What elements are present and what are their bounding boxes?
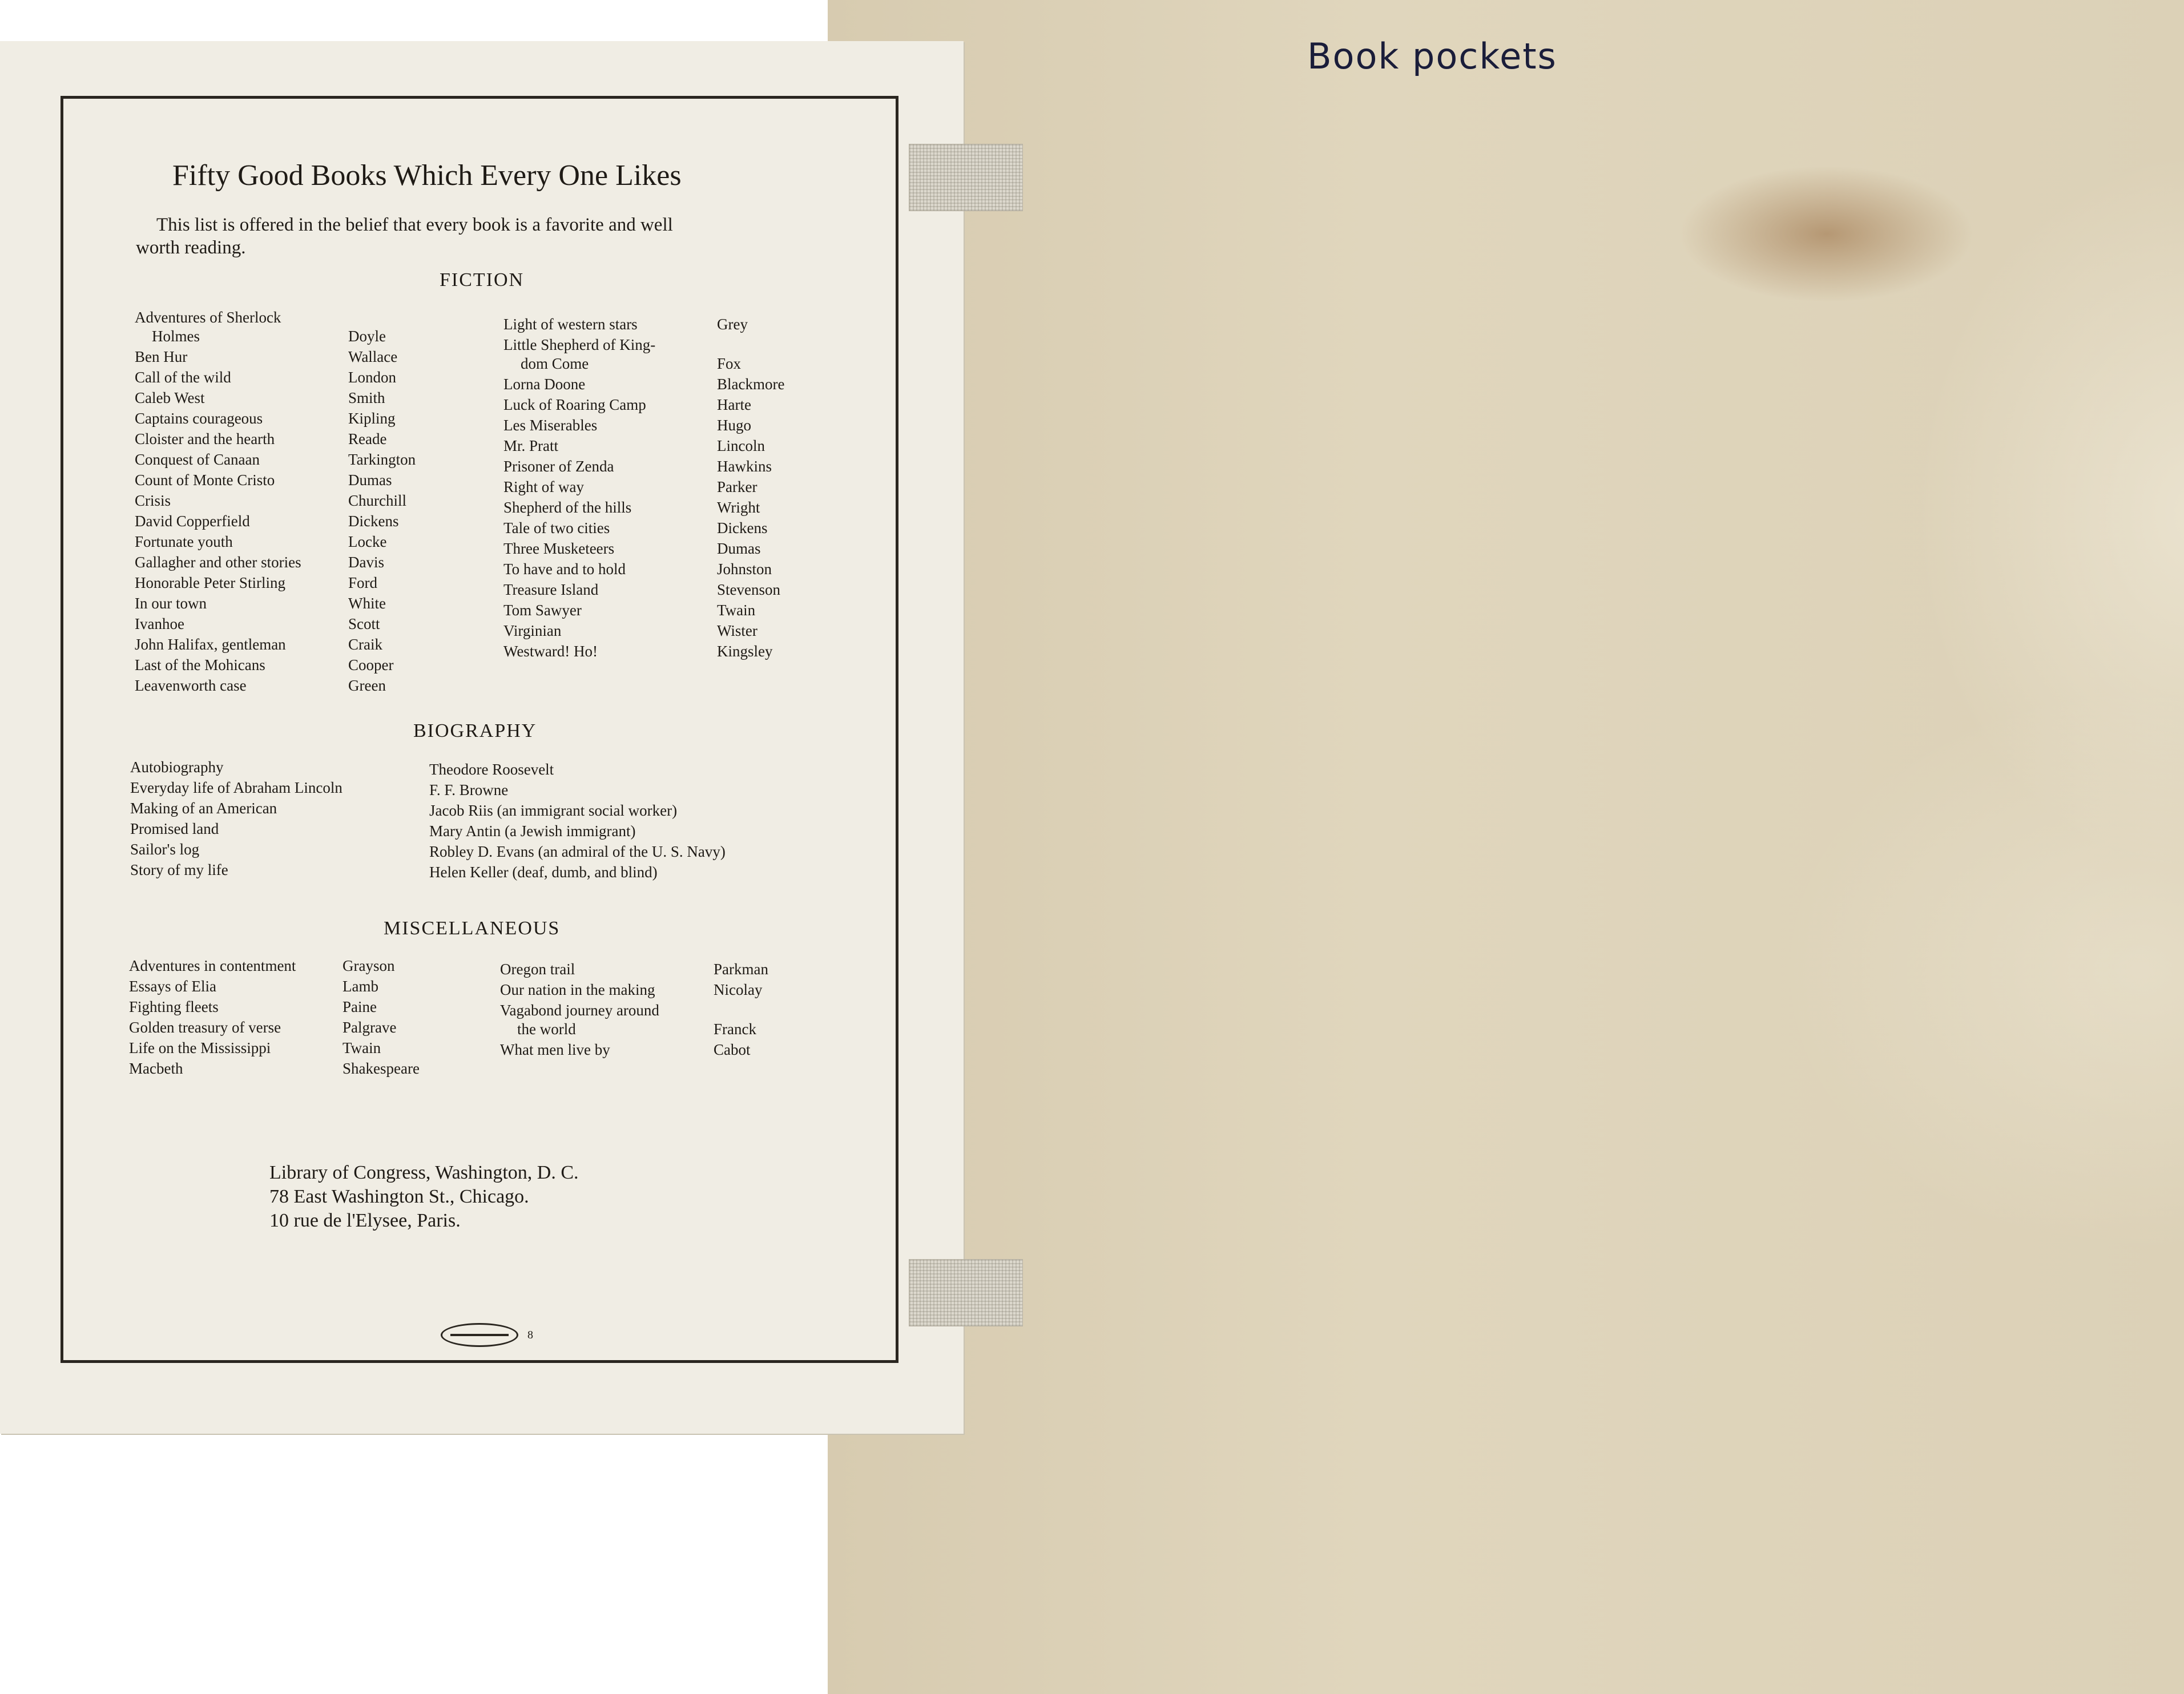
fiction-book-author: Twain <box>717 602 756 619</box>
footer-line-1: Library of Congress, Washington, D. C. <box>269 1162 579 1183</box>
biography-author: Robley D. Evans (an admiral of the U. S. Navy) <box>429 843 726 860</box>
misc-book-title: Essays of Elia <box>129 978 216 995</box>
biography-authors <box>429 759 726 882</box>
fiction-heading: FICTION <box>440 269 525 291</box>
water-stain <box>1678 166 1975 302</box>
footer-line-2: 78 East Washington St., Chicago. <box>269 1186 529 1207</box>
fiction-book-title: Treasure Island <box>503 581 599 599</box>
fiction-book-title: Luck of Roaring Camp <box>503 396 646 414</box>
fiction-book-title: Prisoner of Zenda <box>503 458 614 475</box>
misc-book-author: Franck <box>714 1021 756 1038</box>
fiction-book-author: Green <box>348 677 386 695</box>
fiction-book-author: Johnston <box>717 560 772 578</box>
fiction-book-title: Count of Monte Cristo <box>135 471 275 489</box>
fiction-book-title: Light of western stars <box>503 316 638 333</box>
fiction-book-title: Fortunate youth <box>135 533 233 551</box>
fiction-book-title-continued: dom Come <box>521 355 589 373</box>
union-label-icon <box>441 1323 518 1347</box>
page-title: Fifty Good Books Which Every One Likes <box>172 159 682 192</box>
misc-book-title: Vagabond journey around <box>500 1002 659 1019</box>
fiction-book-title: Call of the wild <box>135 369 231 386</box>
fiction-book-author: London <box>348 369 396 386</box>
fiction-book-title: Honorable Peter Stirling <box>135 574 285 592</box>
fiction-book-title: Adventures of Sherlock <box>135 309 281 326</box>
fiction-book-title: In our town <box>135 595 207 612</box>
misc-book-title: Our nation in the making <box>500 981 655 998</box>
fiction-book-author: Dumas <box>348 471 392 489</box>
fiction-book-title: Right of way <box>503 478 584 496</box>
handwritten-label: Book pockets <box>1307 35 1557 77</box>
fiction-book-author: Stevenson <box>717 581 780 599</box>
fiction-book-title: Westward! Ho! <box>503 643 598 660</box>
fiction-book-author: Blackmore <box>717 376 785 393</box>
fiction-book-author: Davis <box>348 554 384 571</box>
biography-title: Story of my life <box>130 861 228 878</box>
fiction-book-author: Hugo <box>717 417 751 434</box>
page-number: 8 <box>527 1329 533 1341</box>
fiction-book-author: Hawkins <box>717 458 772 475</box>
misc-book-title: Adventures in contentment <box>129 957 296 974</box>
biography-title: Promised land <box>130 820 219 837</box>
fiction-book-author: Kingsley <box>717 643 773 660</box>
fiction-book-title: Leavenworth case <box>135 677 247 695</box>
misc-book-author: Cabot <box>714 1041 751 1059</box>
fiction-book-author: Fox <box>717 355 742 373</box>
fiction-book-author: Tarkington <box>348 451 416 469</box>
biography-heading: BIOGRAPHY <box>413 720 537 741</box>
biography-author: Helen Keller (deaf, dumb, and blind) <box>429 864 658 881</box>
fiction-book-title: Mr. Pratt <box>503 437 559 455</box>
fiction-book-author: Ford <box>348 574 378 592</box>
misc-book-author: Lamb <box>342 978 378 995</box>
fiction-book-author: Churchill <box>348 492 406 510</box>
fiction-book-title: Little Shepherd of King- <box>503 336 656 353</box>
misc-book-title: What men live by <box>500 1041 610 1059</box>
fiction-book-title: Conquest of Canaan <box>135 451 260 469</box>
fiction-book-title: Last of the Mohicans <box>135 656 265 674</box>
biography-title: Everyday life of Abraham Lincoln <box>130 779 342 796</box>
fiction-book-title: Caleb West <box>135 389 205 407</box>
fiction-book-author: Dickens <box>717 519 768 537</box>
biography-author: Mary Antin (a Jewish immigrant) <box>429 822 636 840</box>
fiction-book-author: Lincoln <box>717 437 765 455</box>
misc-book-author: Nicolay <box>714 981 763 998</box>
fiction-book-author: Parker <box>717 478 757 496</box>
fiction-book-title: Tale of two cities <box>503 519 610 537</box>
fiction-book-title: To have and to hold <box>503 560 626 578</box>
misc-book-title: Oregon trail <box>500 961 575 978</box>
fiction-book-title: Gallagher and other stories <box>135 554 301 571</box>
cloth-hinge-bottom <box>909 1259 1023 1326</box>
fiction-book-author: Scott <box>348 615 380 633</box>
misc-book-author: Shakespeare <box>342 1060 420 1077</box>
fiction-book-author: White <box>348 595 386 612</box>
publisher-footer <box>269 1161 579 1233</box>
misc-book-author: Palgrave <box>342 1019 397 1036</box>
fiction-book-author: Wister <box>717 622 757 640</box>
fiction-book-author: Wright <box>717 499 760 517</box>
misc-heading: MISCELLANEOUS <box>384 918 561 939</box>
intro-line-1: This list is offered in the belief that every book is a favorite and well <box>156 215 673 235</box>
fiction-book-title: Virginian <box>503 622 562 640</box>
footer-line-3: 10 rue de l'Elysee, Paris. <box>269 1210 461 1231</box>
fiction-book-title: David Copperfield <box>135 513 250 530</box>
fiction-book-title: Cloister and the hearth <box>135 430 275 448</box>
biography-title: Sailor's log <box>130 841 200 858</box>
biography-author: F. F. Browne <box>429 781 509 798</box>
fiction-book-author: Harte <box>717 396 751 414</box>
biography-author: Theodore Roosevelt <box>429 761 554 778</box>
fiction-book-title: Les Miserables <box>503 417 598 434</box>
fiction-book-author: Smith <box>348 389 385 407</box>
fiction-book-title: John Halifax, gentleman <box>135 636 286 654</box>
fiction-book-author: Locke <box>348 533 387 551</box>
fiction-book-title: Crisis <box>135 492 171 510</box>
fiction-book-title: Captains courageous <box>135 410 263 427</box>
fiction-book-author: Cooper <box>348 656 394 674</box>
misc-book-title: Fighting fleets <box>129 998 219 1015</box>
fiction-book-title: Tom Sawyer <box>503 602 582 619</box>
fiction-book-title: Shepherd of the hills <box>503 499 632 517</box>
fiction-book-title: Three Musketeers <box>503 540 615 558</box>
fiction-book-title-continued: Holmes <box>152 328 200 345</box>
backing-board <box>828 0 2184 1694</box>
biography-title: Making of an American <box>130 800 277 817</box>
misc-book-title-continued: the world <box>517 1021 576 1038</box>
fiction-book-title: Ben Hur <box>135 348 188 366</box>
fiction-book-author: Wallace <box>348 348 398 366</box>
biography-author: Jacob Riis (an immigrant social worker) <box>429 802 678 819</box>
fiction-book-author: Kipling <box>348 410 396 427</box>
fiction-book-title: Lorna Doone <box>503 376 586 393</box>
misc-book-author: Paine <box>342 998 377 1015</box>
biography-titles <box>130 757 342 880</box>
misc-book-author: Twain <box>342 1039 381 1056</box>
fiction-book-author: Reade <box>348 430 387 448</box>
misc-book-author: Grayson <box>342 957 395 974</box>
misc-book-title: Macbeth <box>129 1060 183 1077</box>
fiction-book-author: Craik <box>348 636 382 654</box>
fiction-book-author: Dickens <box>348 513 399 530</box>
intro-line-2: worth reading. <box>136 237 246 258</box>
fiction-book-author: Grey <box>717 316 748 333</box>
biography-title: Autobiography <box>130 759 224 776</box>
misc-book-title: Golden treasury of verse <box>129 1019 281 1036</box>
fiction-book-author: Doyle <box>348 328 386 345</box>
fiction-book-title: Ivanhoe <box>135 615 184 633</box>
misc-book-author: Parkman <box>714 961 768 978</box>
misc-book-title: Life on the Mississippi <box>129 1039 271 1056</box>
cloth-hinge-top <box>909 144 1023 211</box>
fiction-book-author: Dumas <box>717 540 761 558</box>
